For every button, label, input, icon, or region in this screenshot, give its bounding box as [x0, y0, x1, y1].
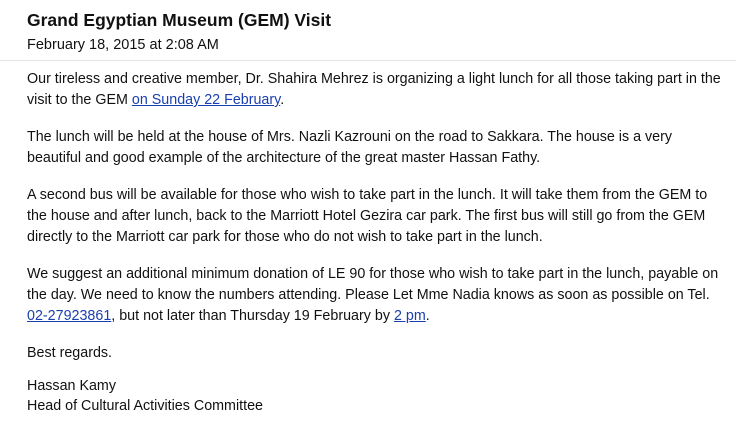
paragraph-lunch-location: The lunch will be held at the house of Mrs. Nazli Kazrouni on the road to Sakkara. The house is a very beautiful and good example of the architecture of the great master Hassan Fathy.	[27, 129, 673, 166]
email-subject: Grand Egyptian Museum (GEM) Visit	[27, 10, 332, 30]
paragraph-text: We suggest an additional minimum donation of LE 90 for those who wish to take part in the lunch, payable on the day. We need to know the numbers attending. Please Let Mme Nadia knows as soon as possible on Tel.	[27, 266, 719, 303]
paragraph-text: , but not later than Thursday 19 February by	[111, 308, 394, 324]
date-link[interactable]: on Sunday 22 February	[131, 92, 281, 108]
email-date: February 18, 2015 at 2:08 AM	[27, 37, 219, 53]
header-divider	[0, 60, 736, 61]
time-link[interactable]: 2 pm	[393, 308, 426, 324]
phone-link[interactable]: 02-27923861	[27, 308, 112, 324]
signature-title: Head of Cultural Activities Committee	[27, 398, 263, 414]
signature-block	[27, 376, 263, 416]
email-header	[27, 10, 727, 54]
paragraph-bus-info: A second bus will be available for those who wish to take part in the lunch. It will take them from the GEM to the house and after lunch, back to the Marriott Hotel Gezira car park. The first bus will still go from the GEM directly to the Marriott car park for those who do not wish to take part in the lunch.	[27, 187, 708, 245]
closing-line: Best regards.	[27, 345, 113, 361]
paragraph-text: .	[280, 92, 285, 108]
paragraph-donation	[27, 264, 727, 327]
email-body	[27, 69, 727, 380]
paragraph-text: .	[425, 308, 430, 324]
paragraph-lunch-invite	[27, 69, 727, 111]
paragraph-text: Our tireless and creative member, Dr. Shahira Mehrez is organizing a light lunch for all those taking part in the visit to the GEM	[27, 71, 721, 108]
signature-name: Hassan Kamy	[27, 378, 116, 394]
